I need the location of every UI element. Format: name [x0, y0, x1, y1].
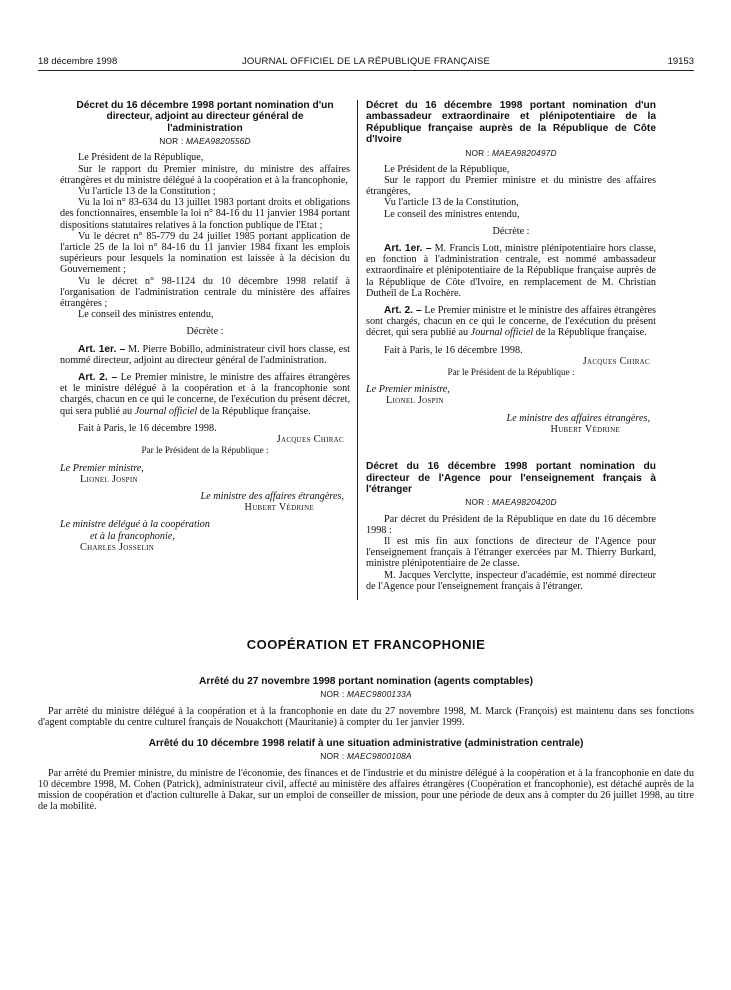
- paragraph: M. Jacques Verclytte, inspecteur d'académie, est nommé directeur de l'Agence pour l'enseignement français à l'étranger.: [366, 569, 656, 592]
- signature-president: Jacques Chirac: [582, 355, 650, 367]
- section-title: COOPÉRATION ET FRANCOPHONIE: [246, 637, 486, 652]
- intro-text: Le Président de la République,: [78, 152, 204, 164]
- signature-president: Jacques Chirac: [276, 434, 344, 446]
- conseil-text: Le conseil des ministres entendu,: [78, 309, 214, 321]
- header-date: 18 décembre 1998: [38, 56, 118, 67]
- conseil-text: Le conseil des ministres entendu,: [384, 208, 520, 220]
- nor-reference: NOR : MAEC9800108A: [320, 751, 412, 762]
- visa-1: Vu l'article 13 de la Constitution,: [384, 197, 519, 209]
- visa-4: Vu le décret n° 98-1124 du 10 décembre 1998 relatif à l'organisation de l'administration centrale du ministère des affaires étrangères ;: [60, 275, 350, 310]
- article-1: Art. 1er. – M. Pierre Bobillo, administrateur civil hors classe, est nommé directeur, adjoint au directeur général de l'administration.: [60, 343, 351, 366]
- arrete-title: Arrêté du 10 décembre 1998 relatif à une situation administrative (administration centrale): [148, 738, 584, 749]
- visa-1: Vu l'article 13 de la Constitution ;: [78, 186, 216, 198]
- decrete-heading: Décrète :: [492, 225, 530, 237]
- article-1: Art. 1er. – M. Francis Lott, ministre plénipotentiaire hors classe, en fonction à l'administration centrale, est nommé ambassadeur extraordinaire et plénipotentiaire de la République française auprès de la République de Côte d'Ivoire, en remplacement de M. Christian Dutheil de La Rochère.: [366, 243, 657, 299]
- nor-reference: NOR : MAEA9820497D: [465, 147, 557, 158]
- left-column: [60, 100, 350, 553]
- md-title-2: et à la francophonie,: [90, 530, 175, 542]
- visa-3: Vu le décret n° 85-779 du 24 juillet 1985 portant application de l'article 25 de la loi n° 84-16 du 11 janvier 1984 fixant les emplois supérieurs pour lesquels la nomination est laissée à la décision du Gouvernement ;: [60, 230, 350, 276]
- mae-name: Hubert Védrine: [550, 423, 620, 435]
- article-2: Art. 2. – Le Premier ministre, le ministre des affaires étrangères et le ministre délégué à la coopération et à la francophonie sont chargés, chacun en ce qui le concerne, de l'exécution du présent décret, qui sera publié au Journal officiel de la République française.: [60, 372, 350, 417]
- header-rule: [38, 70, 694, 71]
- decree-title: Décret du 16 décembre 1998 portant nomination du directeur de l'Agence pour l'enseignement français à l'étranger: [366, 461, 656, 495]
- arrete-block-1: [38, 676, 694, 728]
- article-2: Art. 2. – Le Premier ministre et le ministre des affaires étrangères sont chargés, chacun en ce qui le concerne, de l'exécution du présent décret, qui sera publié au Journal officiel de la République française.: [366, 305, 657, 339]
- arrete-text: Par arrêté du ministre délégué à la coopération et à la francophonie en date du 27 novembre 1998, M. Marck (François) est maintenu dans ses fonctions d'agent comptable du centre culturel français de Nouakchott (Mauritanie) à compter du 1er janvier 1999.: [38, 705, 694, 728]
- md-title-1: Le ministre délégué à la coopération: [60, 519, 210, 531]
- decree-title: Décret du 16 décembre 1998 portant nomination d'un directeur, adjoint au directeur général de l'administration: [76, 100, 334, 134]
- intro-text: Le Président de la République,: [384, 163, 510, 175]
- fait-line: Fait à Paris, le 16 décembre 1998.: [78, 422, 217, 434]
- pm-title: Le Premier ministre,: [60, 462, 144, 474]
- nor-reference: NOR : MAEA9820556D: [159, 136, 251, 147]
- header-page-number: 19153: [667, 56, 694, 67]
- decrete-heading: Décrète :: [186, 326, 224, 338]
- running-header: [38, 56, 694, 70]
- arrete-block-2: [38, 738, 694, 812]
- mae-title: Le ministre des affaires étrangères,: [200, 490, 344, 502]
- md-name: Charles Josselin: [80, 541, 155, 553]
- decree-title: Décret du 16 décembre 1998 portant nomination d'un ambassadeur extraordinaire et plénipotentiaire de la République française auprès de la République de Côte d'Ivoire: [366, 100, 656, 146]
- column-divider: [357, 100, 358, 600]
- pm-name: Lionel Jospin: [80, 473, 138, 485]
- pm-name: Lionel Jospin: [386, 395, 444, 407]
- right-column: [366, 100, 656, 592]
- header-journal-title: JOURNAL OFFICIEL DE LA RÉPUBLIQUE FRANÇAISE: [241, 56, 491, 67]
- paragraph: Sur le rapport du Premier ministre, du ministre des affaires étrangères et du ministre délégué à la coopération et à la francophonie,: [60, 163, 350, 186]
- paragraph: Par décret du Président de la République en date du 16 décembre 1998 :: [366, 513, 656, 536]
- pm-title: Le Premier ministre,: [366, 384, 450, 396]
- mae-title: Le ministre des affaires étrangères,: [506, 412, 650, 424]
- par-le-president: Par le Président de la République :: [447, 367, 575, 378]
- fait-line: Fait à Paris, le 16 décembre 1998.: [384, 344, 523, 356]
- nor-reference: NOR : MAEC9800133A: [320, 689, 412, 700]
- section-heading: [38, 637, 694, 652]
- arrete-text: Par arrêté du Premier ministre, du ministre de l'économie, des finances et de l'industrie et du ministre délégué à la coopération et à la francophonie en date du 10 décembre 1998, M. Cohen (Patrick), administrateur civil, affecté au ministère des affaires étrangères (Coopération et francophonie), est détaché auprès de la mission de coopération et d'action culturelle à Dakar, sur un emploi de conseiller de mission, pour une période de deux ans à compter du 26 juillet 1998, au titre de la mobilité.: [38, 767, 694, 813]
- mae-name: Hubert Védrine: [244, 502, 314, 514]
- paragraph: Il est mis fin aux fonctions de directeur de l'Agence pour l'enseignement français à l'étranger exercées par M. Thierry Burkard, ministre plénipotentiaire de 2e classe.: [366, 535, 656, 570]
- visa-2: Vu la loi n° 83-634 du 13 juillet 1983 portant droits et obligations des fonctionnaires, ensemble la loi n° 84-16 du 11 janvier 1984 portant dispositions statutaires relatives à la fonction publique de l'Etat ;: [60, 197, 350, 231]
- nor-reference: NOR : MAEA9820420D: [465, 497, 557, 508]
- paragraph: Sur le rapport du Premier ministre et du ministre des affaires étrangères,: [366, 175, 656, 198]
- arrete-title: Arrêté du 27 novembre 1998 portant nomination (agents comptables): [199, 676, 533, 687]
- par-le-president: Par le Président de la République :: [141, 445, 269, 456]
